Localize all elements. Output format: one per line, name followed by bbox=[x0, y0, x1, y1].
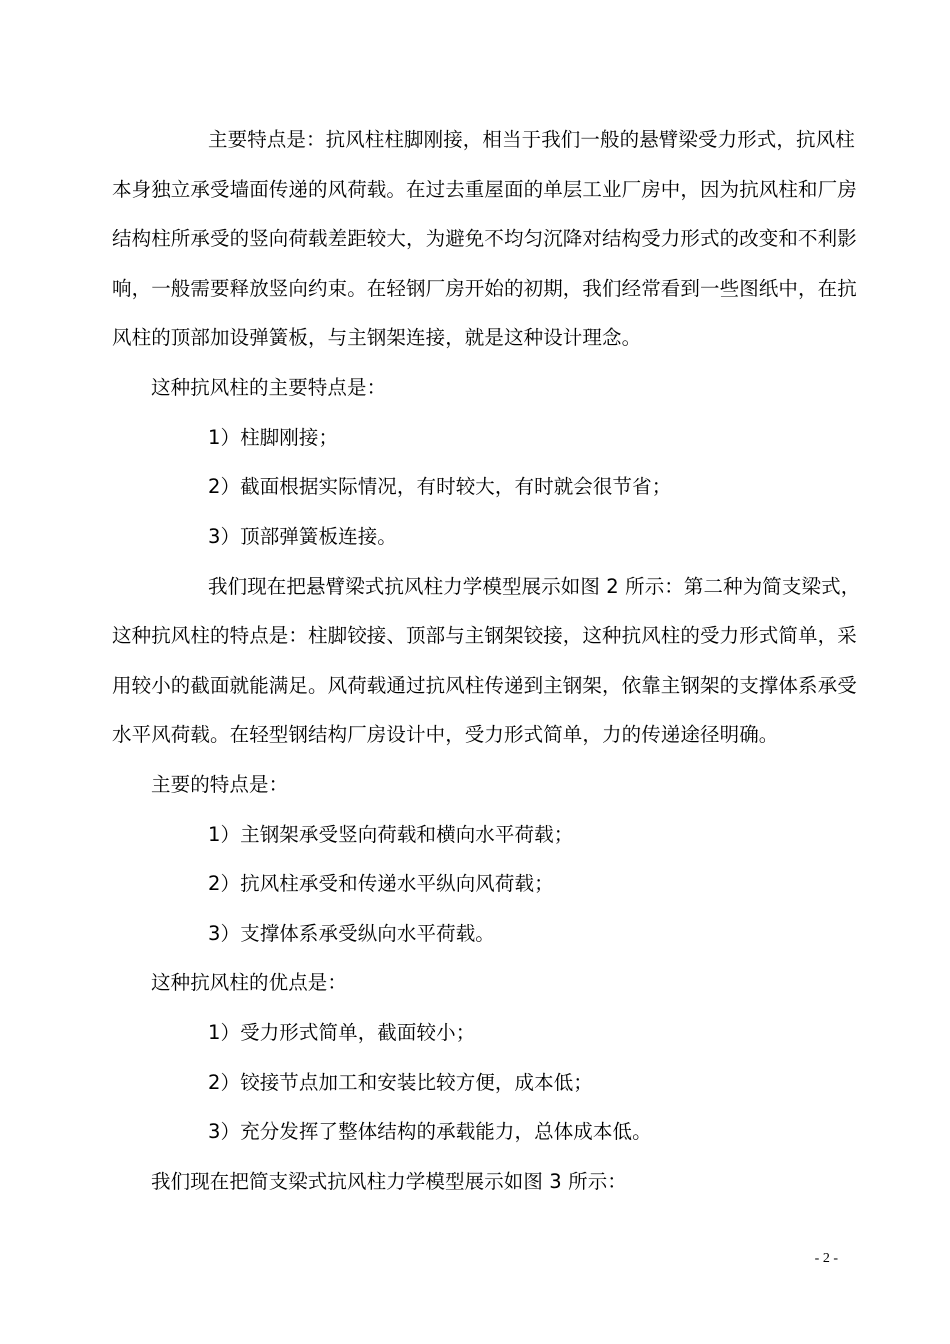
list-item: 1）主钢架承受竖向荷载和横向水平荷载； bbox=[208, 823, 574, 846]
list-item: 3）顶部弹簧板连接。 bbox=[208, 525, 397, 548]
list-item: 2）截面根据实际情况，有时较大，有时就会很节省； bbox=[208, 475, 672, 498]
list-item: 3）支撑体系承受纵向水平荷载。 bbox=[208, 922, 495, 945]
paragraph-line: 这种抗风柱的特点是：柱脚铰接、顶部与主钢架铰接，这种抗风柱的受力形式简单，采 bbox=[112, 624, 857, 647]
paragraph-line: 用较小的截面就能满足。风荷载通过抗风柱传递到主钢架，依靠主钢架的支撑体系承受 bbox=[112, 674, 857, 697]
list-item: 1）受力形式简单，截面较小； bbox=[208, 1021, 476, 1044]
list-item: 3）充分发挥了整体结构的承载能力，总体成本低。 bbox=[208, 1120, 652, 1143]
section-heading: 这种抗风柱的主要特点是： bbox=[151, 376, 387, 399]
section-heading: 主要的特点是： bbox=[151, 773, 289, 796]
list-item: 2）抗风柱承受和传递水平纵向风荷载； bbox=[208, 872, 554, 895]
list-item: 1）柱脚刚接； bbox=[208, 426, 339, 449]
paragraph-line: 响，一般需要释放竖向约束。在轻钢厂房开始的初期，我们经常看到一些图纸中，在抗 bbox=[112, 277, 857, 300]
paragraph-line: 我们现在把悬臂梁式抗风柱力学模型展示如图 2 所示：第二种为简支梁式， bbox=[208, 575, 861, 598]
paragraph-line: 我们现在把简支梁式抗风柱力学模型展示如图 3 所示： bbox=[151, 1170, 627, 1193]
paragraph-line: 结构柱所承受的竖向荷载差距较大，为避免不均匀沉降对结构受力形式的改变和不利影 bbox=[112, 227, 857, 250]
paragraph-line: 水平风荷载。在轻型钢结构厂房设计中，受力形式简单，力的传递途径明确。 bbox=[112, 723, 779, 746]
list-item: 2）铰接节点加工和安装比较方便，成本低； bbox=[208, 1071, 593, 1094]
paragraph-line: 本身独立承受墙面传递的风荷载。在过去重屋面的单层工业厂房中，因为抗风柱和厂房 bbox=[112, 178, 857, 201]
paragraph-line: 风柱的顶部加设弹簧板，与主钢架连接，就是这种设计理念。 bbox=[112, 326, 642, 349]
paragraph-line: 主要特点是：抗风柱柱脚刚接，相当于我们一般的悬臂梁受力形式，抗风柱 bbox=[208, 128, 855, 151]
page-number: - 2 - bbox=[814, 1251, 838, 1266]
section-heading: 这种抗风柱的优点是： bbox=[151, 971, 348, 994]
